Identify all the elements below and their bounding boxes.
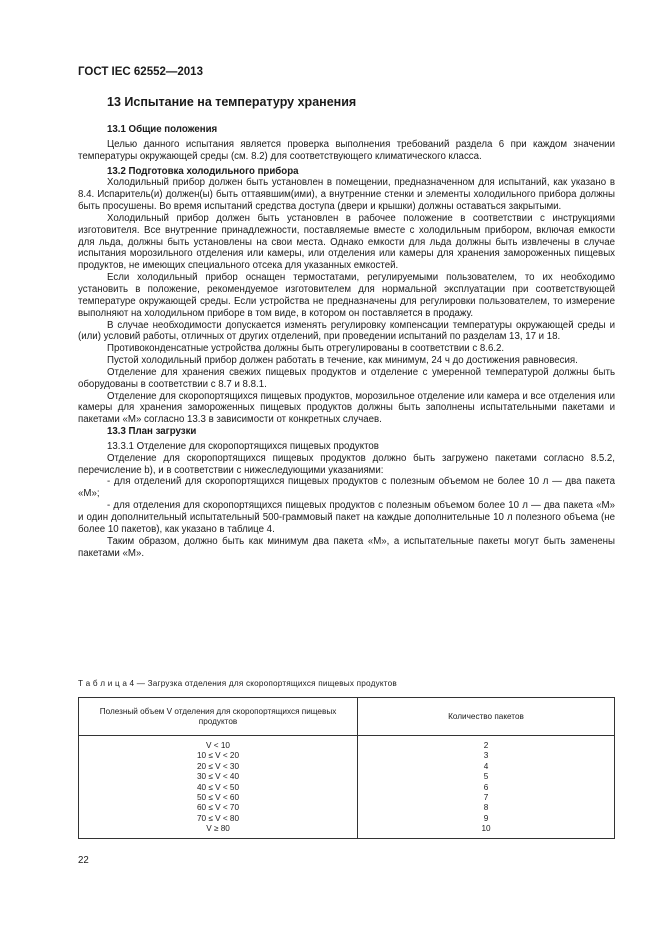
document-body xyxy=(78,124,615,559)
table-cell-volume: 50 ≤ V < 60 xyxy=(79,793,358,803)
table-cell-count: 2 xyxy=(358,736,615,752)
table-cell-volume: V ≥ 80 xyxy=(79,824,358,838)
table-cell-count: 5 xyxy=(358,772,615,782)
table-row xyxy=(79,803,615,813)
paragraph: Пустой холодильный прибор должен работать в течение, как минимум, 24 ч до достижения равновесия. xyxy=(107,355,578,367)
document-code: ГОСТ IEC 62552—2013 xyxy=(78,66,203,78)
table-row xyxy=(79,736,615,752)
table-row xyxy=(79,783,615,793)
table-cell-count: 9 xyxy=(358,814,615,824)
load-plan-table xyxy=(78,697,615,839)
paragraph: Если холодильный прибор оснащен термостатами, регулируемыми пользователем, то их необходимо установить в положение, рекомендуемое изготовителем для нормальной эксплуатации при соответствующей температуре окружающей среды. Если устройства не предназначены для регулировки пользователем, то измерение выполняют на холодильном приборе в том виде, в котором он поставляется в продажу. xyxy=(78,272,615,319)
paragraph: В случае необходимости допускается изменять регулировку компенсации температуры окружающей среды и (или) условий работы, отличных от других отделений, при проведении испытаний по разделам 13, 17 и 18. xyxy=(78,319,615,343)
subsection-heading-13-3: 13.3 План загрузки xyxy=(107,426,197,438)
table-row xyxy=(79,751,615,761)
paragraph: Целью данного испытания является проверка выполнения требований раздела 6 при каждом значении температуры окружающей среды (см. 8.2) для соответствующего климатического класса. xyxy=(78,138,615,162)
table-row xyxy=(79,824,615,838)
table-cell-count: 6 xyxy=(358,783,615,793)
table-row xyxy=(79,772,615,782)
table-header-volume: Полезный объем V отделения для скоропортящихся пищевых продуктов xyxy=(79,698,358,736)
table-cell-volume: V < 10 xyxy=(79,736,358,752)
table-cell-volume: 30 ≤ V < 40 xyxy=(79,772,358,782)
paragraph: Противоконденсатные устройства должны быть отрегулированы в соответствии с 8.6.2. xyxy=(107,343,505,355)
paragraph: Отделение для скоропортящихся пищевых продуктов должно быть загружено пакетами согласно 8.5.2, перечисление b), и в соответствии с нижеследующими указаниями: xyxy=(78,452,615,476)
table-cell-count: 8 xyxy=(358,803,615,813)
paragraph: Холодильный прибор должен быть установлен в помещении, предназначенном для испытаний, как указано в 8.4. Испаритель(и) должен(ы) быть оттаявшим(ими), а внутренние стенки и элементы холодильного прибора должны быть просушены. Во время испытаний средства доступа (двери и крышки) должны оставаться закрытыми. xyxy=(78,177,615,213)
section-title: 13 Испытание на температуру хранения xyxy=(107,95,357,109)
table-cell-count: 3 xyxy=(358,751,615,761)
table-cell-volume: 10 ≤ V < 20 xyxy=(79,751,358,761)
list-item: - для отделений для скоропортящихся пищевых продуктов с полезным объемом не более 10 л — два пакета «М»; xyxy=(78,476,615,500)
table-cell-volume: 40 ≤ V < 50 xyxy=(79,783,358,793)
list-item: - для отделения для скоропортящихся пищевых продуктов с полезным объемом более 10 л — два пакета «М» и один дополнительный испытательный 500-граммовый пакет на каждые дополнительные 10 л полезного объема (не более 10 пакетов), как указано в таблице 4. xyxy=(78,500,615,535)
table-cell-count: 4 xyxy=(358,762,615,772)
table-row xyxy=(79,762,615,772)
table-caption: Т а б л и ц а 4 — Загрузка отделения для скоропортящихся пищевых продуктов xyxy=(78,679,397,688)
table-row xyxy=(79,793,615,803)
page-number: 22 xyxy=(78,855,89,866)
paragraph: Отделение для скоропортящихся пищевых продуктов, морозильное отделение или камера и все отделения или камеры для хранения замороженных пищевых продуктов должны быть заполнены испытательными пакетами и пакетами «М» согласно 13.3 в зависимости от конкретных случаев. xyxy=(78,390,615,426)
table-cell-count: 7 xyxy=(358,793,615,803)
table-cell-count: 10 xyxy=(358,824,615,838)
subsection-heading-13-1: 13.1 Общие положения xyxy=(107,124,218,135)
table-cell-volume: 70 ≤ V < 80 xyxy=(79,814,358,824)
paragraph: Таким образом, должно быть как минимум два пакета «М», а испытательные пакеты могут быть заменены пакетами «М». xyxy=(78,535,615,559)
paragraph: Холодильный прибор должен быть установлен в рабочее положение в соответствии с инструкциями изготовителя. Все внутренние принадлежности, поставляемые вместе с холодильным прибором, включая емкости для льда, должны быть установлены на свои места. Однако емкости для льда должны быть извлечены в случае испытания морозильного отделения или камеры, или отделения или камеры для хранения замороженных пищевых продуктов, не имеющих специального отсека для указанных емкостей. xyxy=(78,212,615,272)
table-header-count: Количество пакетов xyxy=(358,698,615,736)
subsubsection-heading-13-3-1: 13.3.1 Отделение для скоропортящихся пищевых продуктов xyxy=(107,440,379,452)
table-cell-volume: 60 ≤ V < 70 xyxy=(79,803,358,813)
subsection-heading-13-2: 13.2 Подготовка холодильного прибора xyxy=(107,165,299,177)
table-cell-volume: 20 ≤ V < 30 xyxy=(79,762,358,772)
paragraph: Отделение для хранения свежих пищевых продуктов и отделение с умеренной температурой должны быть оборудованы в соответствии с 8.7 и 8.8.1. xyxy=(78,366,615,390)
table-row xyxy=(79,814,615,824)
